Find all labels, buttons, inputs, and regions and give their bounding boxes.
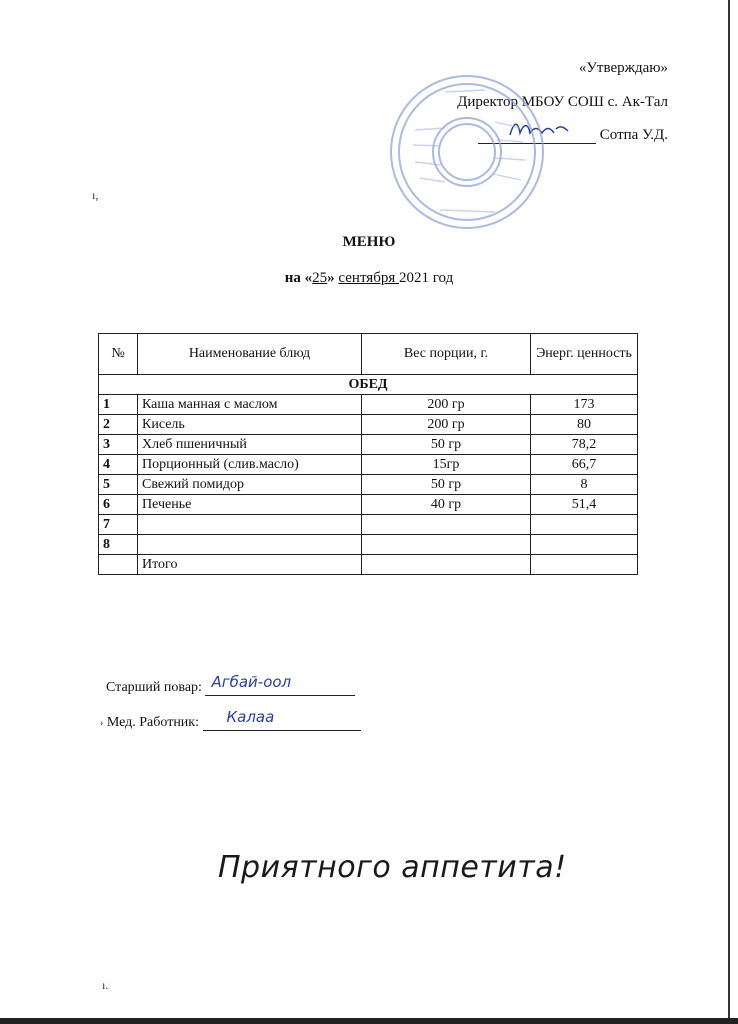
row-dish: Печенье	[138, 495, 362, 515]
row-num: 1	[99, 395, 138, 415]
row-num: 8	[99, 535, 138, 555]
table-row	[99, 475, 638, 495]
cook-label: Старший повар:	[106, 680, 202, 695]
row-energy: 66,7	[531, 455, 638, 475]
med-label: Мед. Работник:	[106, 715, 199, 730]
row-energy: 51,4	[531, 495, 638, 515]
total-num	[99, 555, 138, 575]
stamp-seal	[385, 70, 550, 235]
row-weight: 50 гр	[362, 435, 531, 455]
table-row	[99, 415, 638, 435]
cook-signature-line	[205, 673, 355, 696]
scan-mark: ›	[100, 718, 104, 729]
director-name: Сотпа У.Д.	[599, 127, 668, 143]
row-num: 3	[99, 435, 138, 455]
row-energy: 80	[531, 415, 638, 435]
table-row	[99, 435, 638, 455]
total-row	[99, 555, 638, 575]
total-label: Итого	[138, 555, 362, 575]
med-signature-block	[100, 708, 361, 731]
row-num: 6	[99, 495, 138, 515]
row-num: 2	[99, 415, 138, 435]
date-day: 25	[312, 270, 328, 286]
row-weight: 15гр	[362, 455, 531, 475]
header-weight: Вес порции, г.	[362, 334, 531, 375]
approval-position: Директор МБОУ СОШ с. Ак-Тал	[457, 94, 668, 110]
row-dish: Свежий помидор	[138, 475, 362, 495]
section-row	[99, 375, 638, 395]
approval-title: «Утверждаю»	[578, 60, 668, 76]
row-weight: 40 гр	[362, 495, 531, 515]
closing-wish: Приятного аппетита!	[218, 850, 567, 885]
date-month: сентября	[338, 270, 399, 286]
table-row	[99, 495, 638, 515]
table-row	[99, 455, 638, 475]
row-num: 4	[99, 455, 138, 475]
cook-signature-block	[106, 673, 355, 696]
page-title: МЕНЮ	[342, 234, 396, 250]
row-energy	[531, 515, 638, 535]
med-signature-line	[203, 708, 361, 731]
row-weight	[362, 535, 531, 555]
scan-edge-right	[728, 0, 730, 1024]
menu-date	[0, 270, 738, 287]
date-year: 2021 год	[399, 270, 454, 286]
header-energy: Энерг. ценность	[531, 334, 638, 375]
row-dish: Кисель	[138, 415, 362, 435]
scan-edge-bottom	[0, 1018, 738, 1024]
row-dish	[138, 515, 362, 535]
date-middle: »	[327, 270, 339, 286]
table-row	[99, 515, 638, 535]
table-row	[99, 535, 638, 555]
row-num: 5	[99, 475, 138, 495]
row-dish: Каша манная с маслом	[138, 395, 362, 415]
date-prefix: на «	[284, 270, 313, 286]
row-energy	[531, 535, 638, 555]
cook-signature: Агбай-оол	[211, 673, 292, 691]
med-signature: Калаа	[226, 708, 275, 726]
scan-mark: ı,	[92, 188, 99, 202]
row-weight: 200 гр	[362, 395, 531, 415]
header-num: №	[99, 334, 138, 375]
row-num: 7	[99, 515, 138, 535]
scan-mark: ı.	[102, 978, 109, 992]
row-weight: 200 гр	[362, 415, 531, 435]
table-header-row	[99, 334, 638, 375]
row-dish	[138, 535, 362, 555]
row-dish: Порционный (слив.масло)	[138, 455, 362, 475]
total-energy	[531, 555, 638, 575]
row-energy: 8	[531, 475, 638, 495]
table-row	[99, 395, 638, 415]
row-weight: 50 гр	[362, 475, 531, 495]
row-dish: Хлеб пшеничный	[138, 435, 362, 455]
row-energy: 173	[531, 395, 638, 415]
header-dish: Наименование блюд	[138, 334, 362, 375]
section-label: ОБЕД	[99, 375, 638, 395]
row-energy: 78,2	[531, 435, 638, 455]
row-weight	[362, 515, 531, 535]
menu-table	[98, 333, 638, 575]
total-weight	[362, 555, 531, 575]
